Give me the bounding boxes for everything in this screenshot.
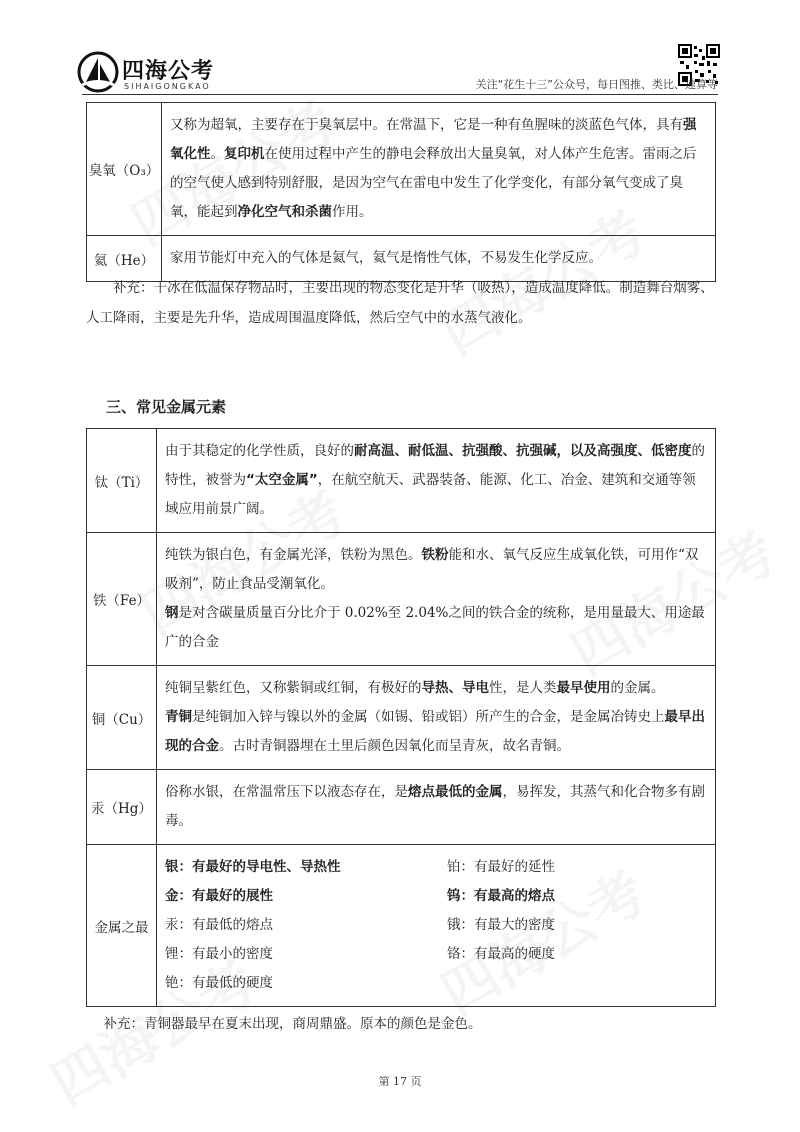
row-label: 汞（Hg） [87, 770, 157, 845]
superlative-item: 铂：有最好的延性 [447, 859, 555, 875]
paragraph [165, 703, 707, 761]
row-description [157, 533, 716, 666]
superlative-item: 银：有最好的导电性、导热性 [165, 859, 341, 875]
note-bronze: 补充：青铜器最早在夏末出现，商周鼎盛。原本的颜色是金色。 [103, 1016, 482, 1032]
bold-text: 钢 [165, 605, 179, 621]
table-row [87, 666, 716, 770]
table-row [87, 103, 716, 236]
bold-text: 强氧化性 [170, 117, 697, 162]
text-run: ，在航空航天、武器装备、能源、化工、冶金、建筑和交通等领域应用前景广阔。 [165, 472, 696, 517]
brand-name: 四海公考 [122, 59, 215, 84]
paragraph [165, 778, 707, 836]
text-run: 又称为超氧，主要存在于臭氧层中。在常温下，它是一种有鱼腥味的淡蓝色气体，具有 [170, 117, 683, 133]
page-number: 第 17 页 [378, 1075, 422, 1088]
row-description [157, 666, 716, 770]
text-run: 作用。 [332, 204, 373, 220]
text-run: 。古时青铜器埋在土里后颜色因氧化而呈青灰，故名青铜。 [219, 738, 570, 754]
paragraph [165, 599, 707, 657]
text-run: 能和水、氧气反应生成氧化铁，可用作“双吸剂”，防止食品受潮氧化。 [165, 547, 699, 592]
row-label: 钛（Ti） [87, 429, 157, 533]
row-description [162, 103, 716, 236]
metal-table [86, 428, 716, 1007]
superlative-item: 铯：有最低的硬度 [165, 975, 273, 991]
brand-subtitle: SIHAIGONGKAO [124, 82, 211, 91]
paragraph [165, 674, 707, 703]
superlatives-grid [165, 853, 707, 998]
gas-table [86, 102, 716, 282]
text-run: 纯铜呈紫红色，又称紫铜或红铜，有极好的 [165, 680, 422, 696]
note-dry-ice: 补充：干冰在低温保存物品时，主要出现的物态变化是升华（吸热），造成温度降低。制造舞台烟雾、人工降雨，主要是先升华，造成周围温度降低，然后空气中的水蒸气液化。 [86, 280, 714, 326]
bold-text: 导热、导电 [421, 680, 489, 696]
text-run: ，易挥发，其蒸气和化合物多有剧毒。 [165, 784, 705, 829]
bold-text: 青铜 [165, 709, 192, 725]
superlative-item: 锂：有最小的密度 [165, 946, 273, 962]
text-run: 家用节能灯中充入的气体是氦气，氦气是惰性气体，不易发生化学反应。 [170, 250, 602, 266]
superlative-item: 锇：有最大的密度 [447, 917, 555, 933]
bold-text: 耐高温、耐低温、抗强酸、抗强碱，以及高强度、低密度 [354, 443, 692, 459]
row-label: 臭氧（O₃） [87, 103, 162, 236]
bold-text: 最早使用 [556, 680, 611, 696]
text-run: 由于其稳定的化学性质，良好的 [165, 443, 354, 459]
superlative-item: 汞：有最低的熔点 [165, 917, 273, 933]
text-run: 俗称水银，在常温常压下以液态存在，是 [165, 784, 408, 800]
superlative-item: 金：有最好的展性 [165, 888, 273, 904]
superlative-item: 钨：有最高的熔点 [447, 888, 555, 904]
bold-text: 净化空气和杀菌 [237, 204, 332, 220]
superlative-item: 铬：有最高的硬度 [447, 946, 555, 962]
row-description [157, 770, 716, 845]
paragraph [165, 541, 707, 599]
bold-text: “太空金属” [246, 472, 318, 488]
superlative-item [447, 969, 707, 998]
bold-text: 复印机 [224, 146, 265, 162]
row-description [157, 429, 716, 533]
row-label: 铜（Cu） [87, 666, 157, 770]
table-row [87, 770, 716, 845]
text-run: 。 [210, 146, 224, 162]
row-label: 氦（He） [87, 236, 162, 282]
row-label: 金属之最 [87, 845, 157, 1007]
text-run: 是纯铜加入锌与镍以外的金属（如锡、铅或铝）所产生的合金，是金属冶铸史上 [192, 709, 665, 725]
text-run: 是对含碳量质量百分比介于 0.02%至 2.04%之间的铁合金的统称，是用量最大、用途最广的合金 [165, 605, 705, 650]
paragraph [165, 437, 707, 524]
text-run: 性，是人类 [489, 680, 557, 696]
section-title: 三、常见金属元素 [106, 398, 227, 416]
row-label: 铁（Fe） [87, 533, 157, 666]
logo-icon [76, 50, 120, 94]
bold-text: 最早出现的合金 [165, 709, 705, 754]
bold-text: 熔点最低的金属 [408, 784, 503, 800]
header-slogan: 关注“花生十三”公众号，每日图推、类比、速算等 [475, 78, 718, 91]
text-run: 在使用过程中产生的静电会释放出大量臭氧，对人体产生危害。雷雨之后的空气使人感到特别舒服，是因为空气在雷电中发生了化学变化，有部分氧气变成了臭氧，能起到 [170, 146, 697, 220]
bold-text: 铁粉 [421, 547, 449, 563]
text-run: 的特性，被誉为 [165, 443, 705, 488]
text-run: 纯铁为银白色，有金属光泽，铁粉为黑色。 [165, 547, 422, 563]
header-divider [82, 94, 718, 95]
row-description [157, 845, 716, 1007]
table-row [87, 429, 716, 533]
table-row [87, 533, 716, 666]
text-run: 的金属。 [610, 680, 665, 696]
table-row [87, 845, 716, 1007]
page-header [0, 0, 800, 100]
